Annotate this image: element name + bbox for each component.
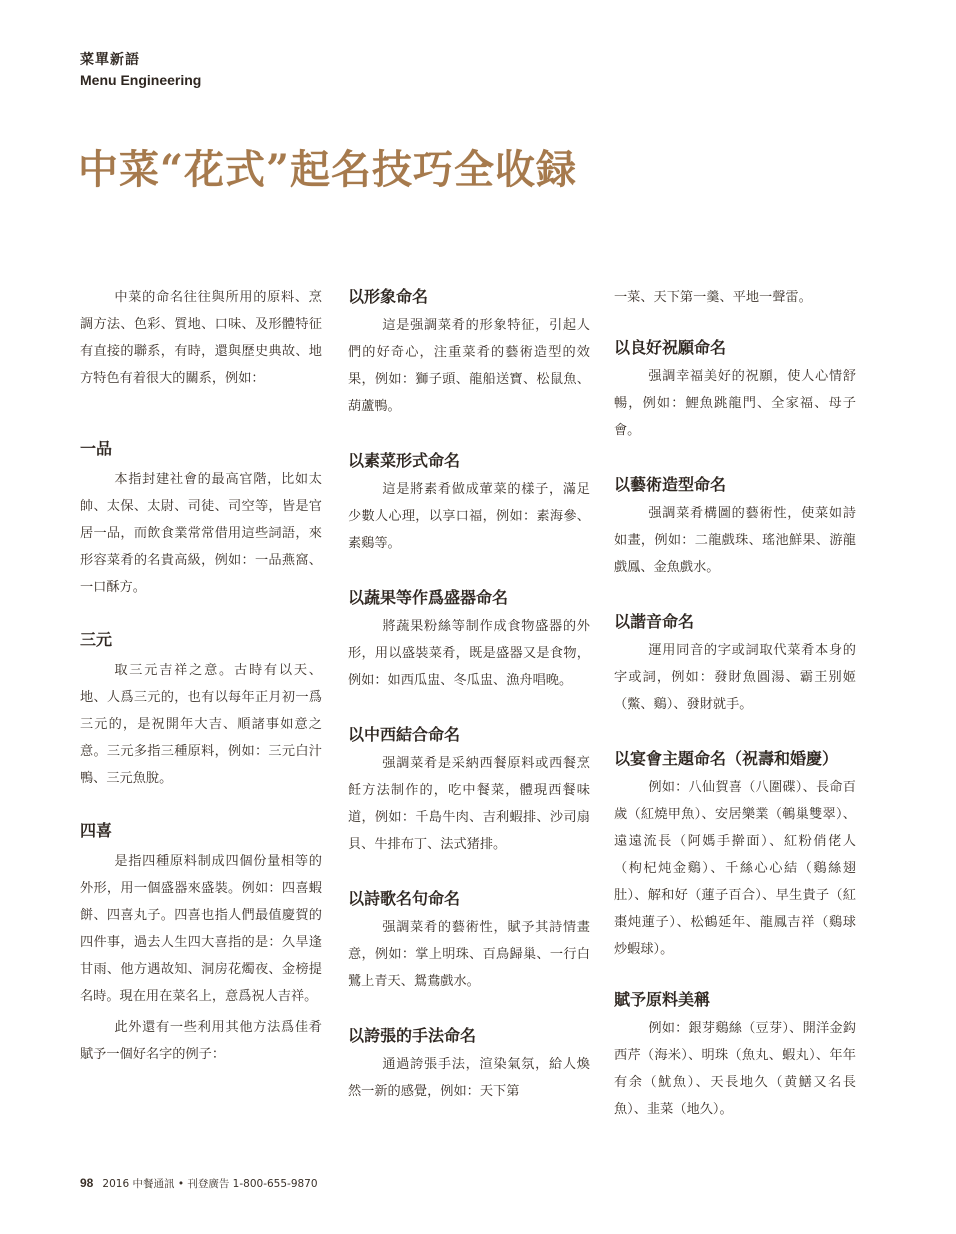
section-name-english: Menu Engineering: [80, 72, 202, 88]
heading-yanhui: 以宴會主題命名（祝壽和婚慶）: [614, 749, 839, 768]
heading-xieyin: 以諧音命名: [614, 612, 695, 631]
paragraph-yanhui: 例如：八仙賀喜（八圍碟）、長命百歲（紅燒甲魚）、安居樂業（鵪巢雙翠）、遠遠流長（阿媽手擀面）、紅粉俏佬人（枸杞炖金鷄）、千絲心心結（鷄絲翅肚）、解和好（蓮子百合）、早生貴子（紅棗炖蓮子）、松鶴延年、龍鳳吉祥（鷄球炒蝦球）。: [614, 780, 856, 957]
paragraph-shige: 强調菜肴的藝術性，賦予其詩情畫意，例如：掌上明珠、百鳥歸巢、一行白鷺上青天、鴛鴦戲水。: [348, 920, 590, 989]
page-number: 98: [80, 1176, 94, 1190]
column-1: [80, 284, 322, 1068]
column-3: [614, 284, 856, 1123]
paragraph-xingxiang: 這是强調菜肴的形象特征，引起人們的好奇心，注重菜肴的藝術造型的效果，例如：獅子頭、龍船送寶、松鼠魚、葫蘆鴨。: [348, 318, 590, 414]
heading-yishu: 以藝術造型命名: [614, 475, 727, 494]
heading-zhuyuan: 以良好祝願命名: [614, 338, 727, 357]
paragraph-sucai: 這是將素肴做成葷菜的樣子，滿足少數人心理，以享口福，例如：素海參、素鷄等。: [348, 482, 590, 551]
paragraph-kuazhang: 通過誇張手法，渲染氣氛，給人煥然一新的感覺，例如：天下第: [348, 1057, 590, 1099]
column-2: [348, 284, 590, 1105]
heading-zhongxi: 以中西結合命名: [348, 725, 461, 744]
paragraph-other-methods: 此外還有一些利用其他方法爲佳肴賦予一個好名字的例子：: [80, 1020, 322, 1062]
paragraph-sixi: 是指四種原料制成四個份量相等的外形，用一個盛器來盛裝。例如：四喜蝦餅、四喜丸子。四喜也指人們最值慶賀的四件事，過去人生四大喜指的是：久旱逢甘雨、他方遇故知、洞房花燭夜、金榜提名時。現在用在菜名上，意爲祝人吉祥。: [80, 854, 322, 1004]
paragraph-sanyuan: 取三元吉祥之意。古時有以天、地、人爲三元的，也有以每年正月初一爲三元的，是祝開年大吉、順諸事如意之意。三元多指三種原料，例如：三元白汁鴨、三元魚脫。: [80, 663, 322, 786]
heading-shige: 以詩歌名句命名: [348, 889, 461, 908]
paragraph-kuazhang-continued: 一菜、天下第一羹、平地一聲雷。: [614, 290, 812, 305]
heading-sixi: 四喜: [80, 821, 113, 840]
heading-kuazhang: 以誇張的手法命名: [348, 1026, 477, 1045]
paragraph-yishu: 强調菜肴構圖的藝術性，使菜如詩如畫，例如：二龍戲珠、瑤池鮮果、游龍戲鳳、金魚戲水。: [614, 506, 856, 575]
heading-yipin: 一品: [80, 439, 113, 458]
paragraph-meicheng: 例如：銀芽鷄絲（豆芽）、開洋金鈎西芹（海米）、明珠（魚丸、蝦丸）、年年有余（魷魚）、天長地久（黄鱔又名長魚）、韭菜（地久）。: [614, 1021, 856, 1117]
paragraph-shengqi: 將蔬果粉絲等制作成食物盛器的外形，用以盛裝菜肴，既是盛器又是食物，例如：如西瓜盅、冬瓜盅、漁舟唱晚。: [348, 619, 590, 688]
heading-sanyuan: 三元: [80, 630, 113, 649]
paragraph-xieyin: 運用同音的字或詞取代菜肴本身的字或詞，例如：發財魚圓湯、霸王别姬（鱉、鷄）、發財就手。: [614, 643, 856, 712]
heading-sucai: 以素菜形式命名: [348, 451, 461, 470]
paragraph-zhuyuan: 强調幸福美好的祝願，使人心情舒暢，例如：鯉魚跳龍門、全家福、母子會。: [614, 369, 856, 438]
section-tag: [80, 50, 201, 90]
page-footer: [80, 1176, 318, 1191]
section-name-chinese: 菜單新語: [80, 52, 140, 68]
heading-meicheng: 賦予原料美稱: [614, 990, 711, 1009]
paragraph-zhongxi: 强調菜肴是采納西餐原料或西餐烹飪方法制作的，吃中餐菜，體現西餐味道，例如：千島牛肉、吉利蝦排、沙司扇貝、牛排布丁、法式猪排。: [348, 756, 590, 852]
heading-xingxiang: 以形象命名: [348, 287, 429, 306]
intro-paragraph: 中菜的命名往往與所用的原料、烹調方法、色彩、質地、口味、及形體特征有直接的聯系，有時，還與歷史典故、地方特色有着很大的關系，例如：: [80, 290, 322, 386]
footer-info: 2016 中餐通訊 • 刊登廣告 1-800-655-9870: [102, 1178, 318, 1190]
paragraph-yipin: 本指封建社會的最高官階，比如太帥、太保、太尉、司徒、司空等，皆是官居一品，而飲食業常常借用這些詞語，來形容菜肴的名貴高級，例如：一品燕窩、一口酥方。: [80, 472, 322, 595]
heading-shengqi: 以蔬果等作爲盛器命名: [348, 588, 509, 607]
article-title: 中菜“花式”起名技巧全收録: [78, 146, 578, 193]
